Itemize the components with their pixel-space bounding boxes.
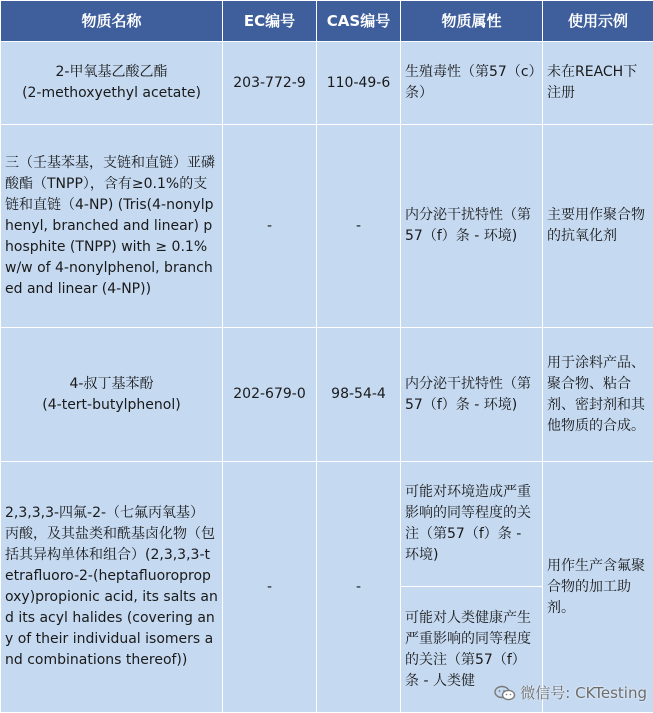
wechat-watermark [494,682,647,703]
cas-number-cell: - [317,462,401,713]
usage-example-cell: 主要用作聚合物的抗氧化剂 [543,125,653,328]
substance-property-cell: 可能对人类健康产生严重影响的同等程度的关注（第57（f）条 - 人类健 [401,587,543,713]
substance-property-cell: 内分泌干扰特性（第57（f）条 - 环境) [401,328,543,462]
ec-number-cell: - [223,462,317,713]
watermark-text: 微信号: CKTesting [520,682,647,703]
table-row [1,42,653,125]
substance-property-cell: 可能对环境造成严重影响的同等程度的关注（第57（f）条 - 环境) [401,462,543,587]
ec-number-cell: 203-772-9 [223,42,317,125]
usage-example-cell [543,462,653,713]
substance-property-cell: 生殖毒性（第57（c）条） [401,42,543,125]
header-substance-property: 物质属性 [401,1,543,42]
substance-name-cell: 2,3,3,3-四氟-2-（七氟丙氧基）丙酸，及其盐类和酰基卤化物（包括其异构单体和组合）(2,3,3,3-tetrafluoro-2-(heptafluoropropoxy)propionic acid, its salts and its acyl halides (covering any of their individual isomers and combinations thereof)) [1,462,223,713]
substance-name-cell: 三（壬基苯基，支链和直链）亚磷酸酯（TNPP），含有≥0.1%的支链和直链（4-NP) (Tris(4-nonylphenyl, branched and linear) phosphite (TNPP) with ≥ 0.1% w/w of 4-nonylphenol, branched and linear (4-NP)) [1,125,223,328]
header-ec-number: EC编号 [223,1,317,42]
table-row [1,462,653,587]
usage-example-cell: 未在REACH下注册 [543,42,653,125]
table-header-row [1,1,653,42]
header-usage-example: 使用示例 [543,1,653,42]
substance-name-cell: 4-叔丁基苯酚 (4-tert-butylphenol) [1,328,223,462]
header-substance-name: 物质名称 [1,1,223,42]
table-row [1,125,653,328]
cas-number-cell: 110-49-6 [317,42,401,125]
substance-property-cell: 内分泌干扰特性（第57（f）条 - 环境) [401,125,543,328]
substance-name-cell: 2-甲氧基乙酸乙酯 (2-methoxyethyl acetate) [1,42,223,125]
ec-number-cell: 202-679-0 [223,328,317,462]
ec-number-cell: - [223,125,317,328]
wechat-icon [494,685,516,701]
table-row [1,328,653,462]
header-cas-number: CAS编号 [317,1,401,42]
cas-number-cell: 98-54-4 [317,328,401,462]
cas-number-cell: - [317,125,401,328]
usage-example-text: 用作生产含氟聚合物的加工助剂。 [547,558,645,616]
usage-example-cell: 用于涂料产品、聚合物、粘合剂、密封剂和其他物质的合成。 [543,328,653,462]
